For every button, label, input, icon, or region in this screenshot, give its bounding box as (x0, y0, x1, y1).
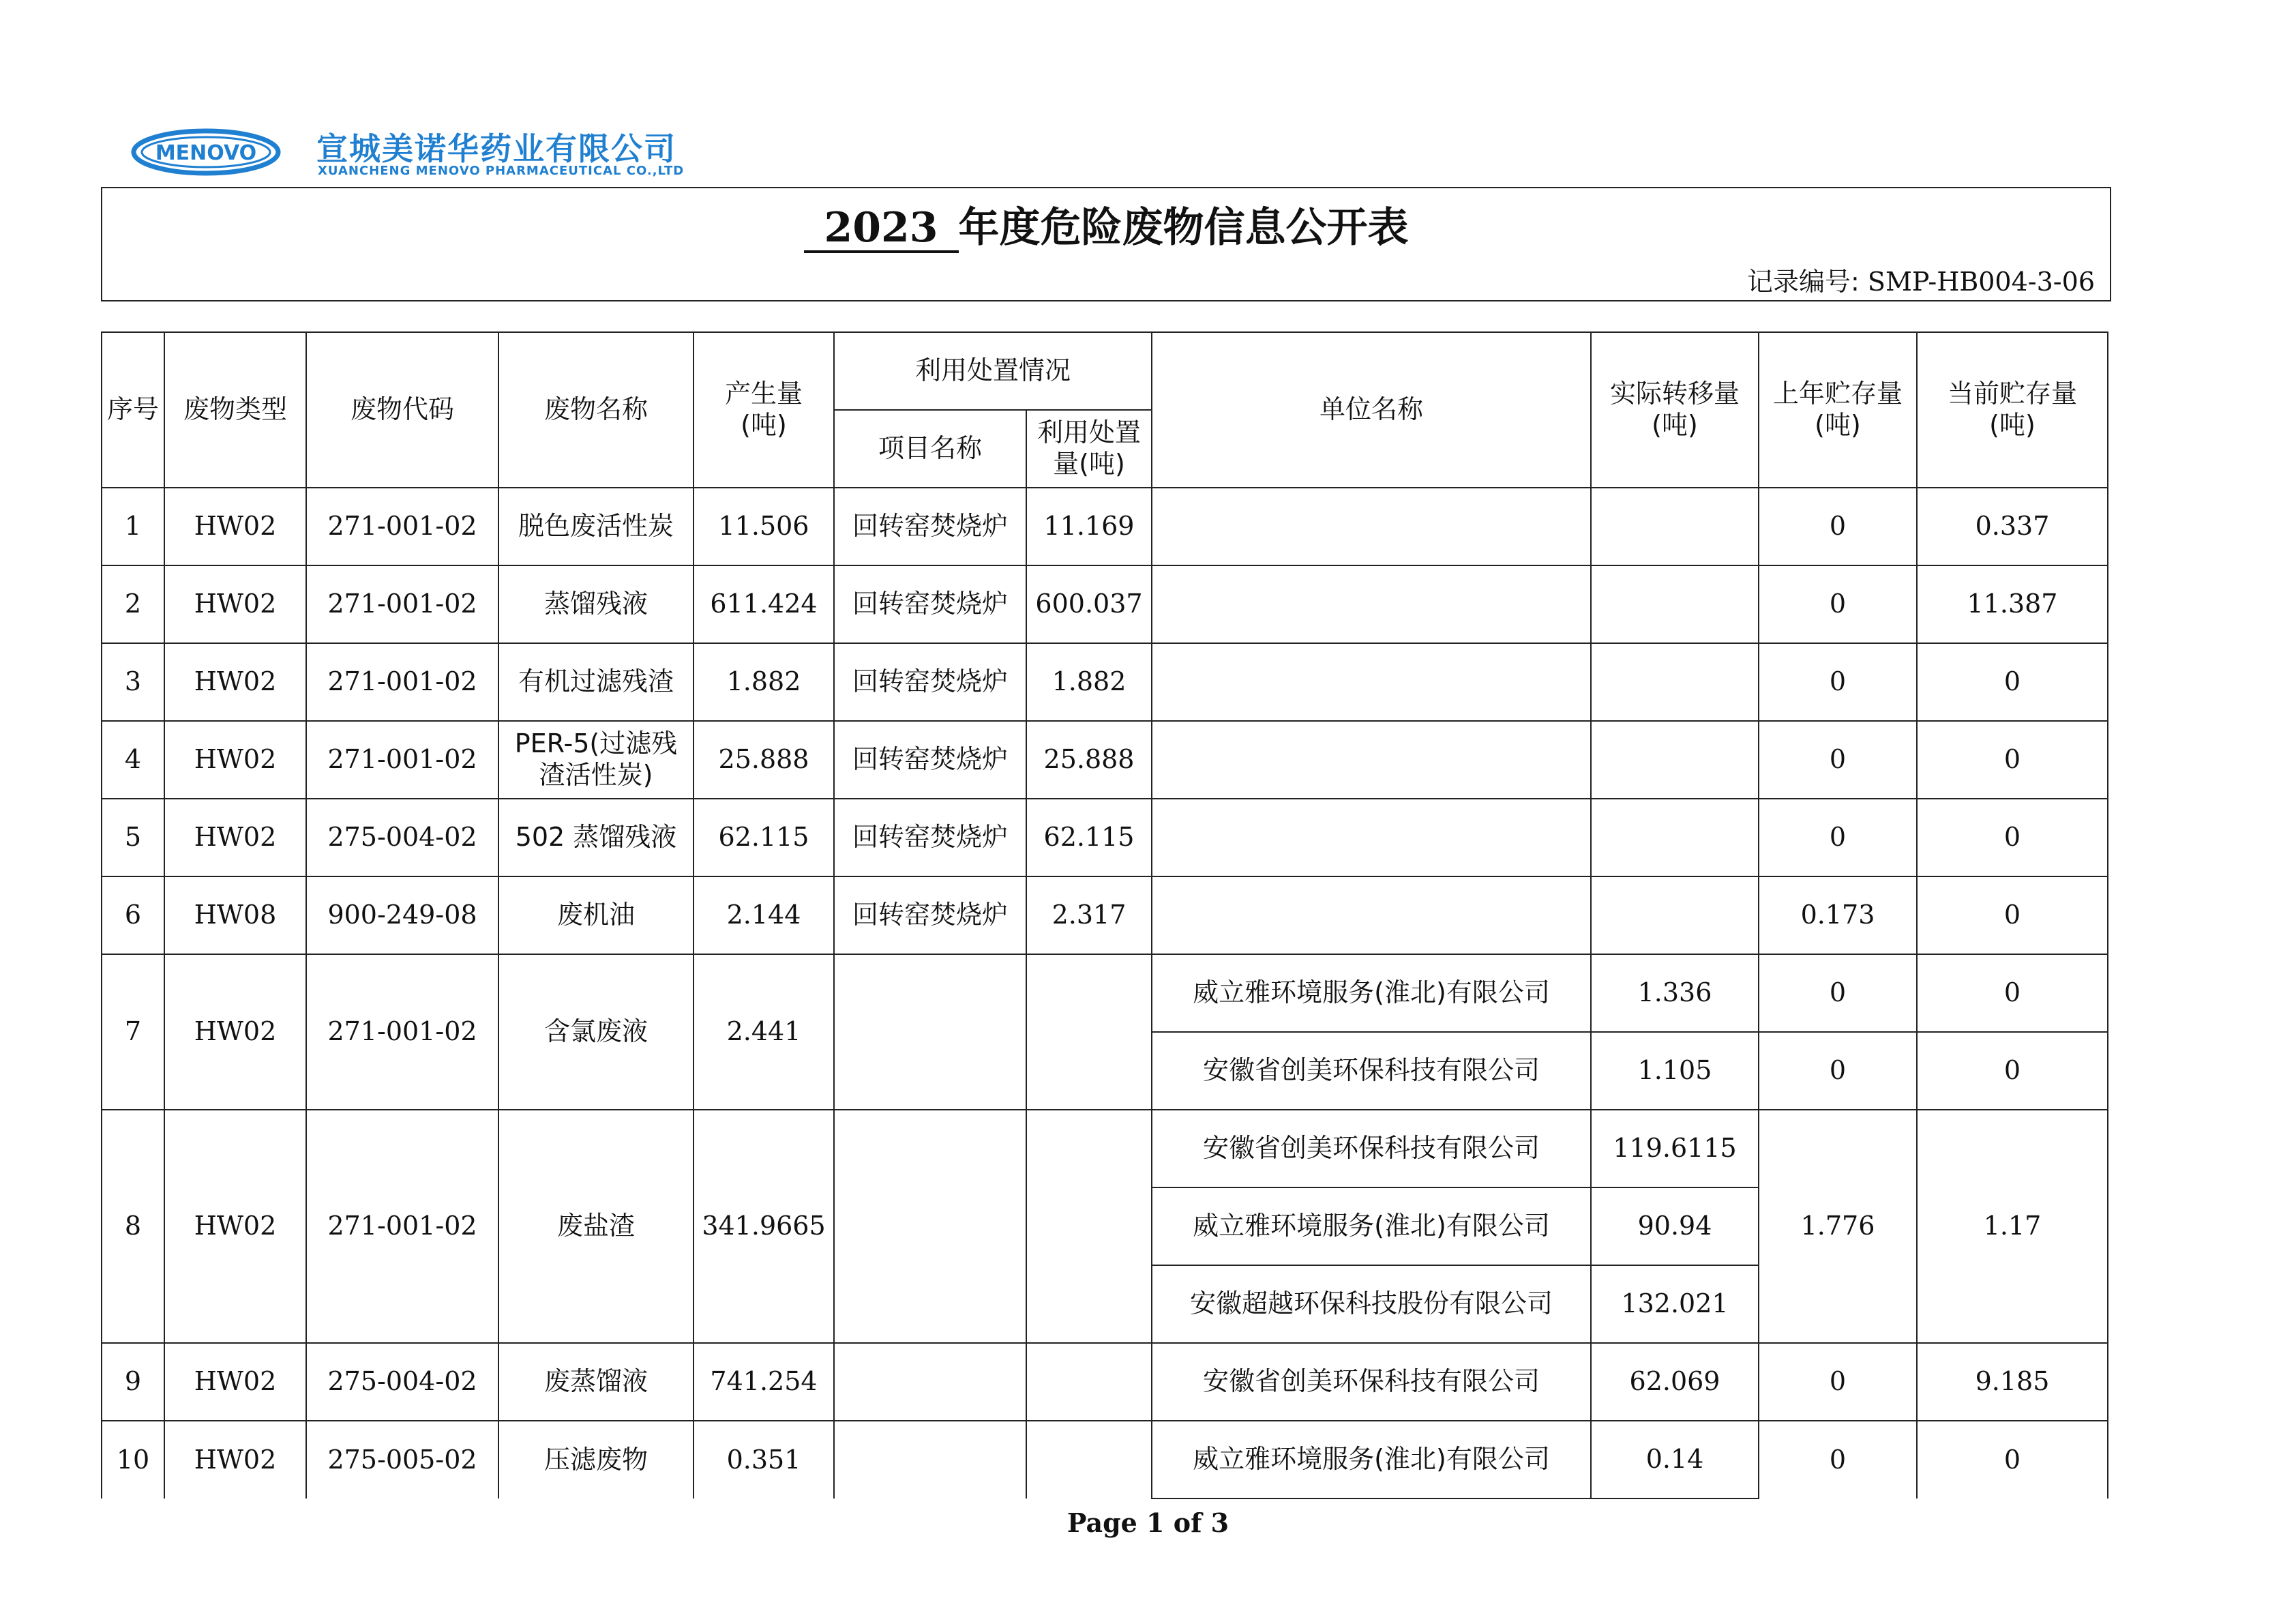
table-cell: 含氯废液 (498, 954, 694, 1110)
table-cell: 回转窑焚烧炉 (834, 488, 1026, 565)
record-label: 记录编号: (1747, 267, 1860, 297)
table-cell: 275-005-02 (306, 1421, 498, 1498)
hazardous-waste-table (101, 331, 2108, 1499)
table-cell (1591, 643, 1759, 721)
table-cell: 0.337 (1917, 488, 2108, 565)
table-cell: 回转窑焚烧炉 (834, 799, 1026, 876)
title-box (101, 187, 2111, 301)
table-cell (1026, 1110, 1152, 1343)
table-cell: 271-001-02 (306, 721, 498, 799)
table-cell: 5 (102, 799, 164, 876)
table-cell: 3 (102, 643, 164, 721)
table-cell (1591, 488, 1759, 565)
table-cell: 回转窑焚烧炉 (834, 721, 1026, 799)
table-cell: 90.94 (1591, 1187, 1759, 1265)
table-cell: HW02 (164, 1421, 306, 1498)
col-disposal-amount: 利用处置 量(吨) (1026, 410, 1152, 488)
table-cell: 1.105 (1591, 1032, 1759, 1110)
record-code: SMP-HB004-3-06 (1867, 267, 2095, 297)
company-logo (131, 124, 711, 181)
table-cell: 脱色废活性炭 (498, 488, 694, 565)
table-cell: 回转窑焚烧炉 (834, 565, 1026, 643)
table-cell: 1.882 (1026, 643, 1152, 721)
table-row (102, 488, 2108, 565)
table-cell: 900-249-08 (306, 876, 498, 954)
table-cell: 9 (102, 1343, 164, 1421)
table-row (102, 1110, 2108, 1187)
page-title (102, 195, 2110, 254)
table-cell: 压滤废物 (498, 1421, 694, 1498)
table-cell: 0 (1759, 1421, 1917, 1498)
table-cell (1591, 876, 1759, 954)
col-current: 当前贮存量 (吨) (1917, 332, 2108, 488)
table-cell: HW02 (164, 565, 306, 643)
table-row (102, 1421, 2108, 1498)
table-row (102, 721, 2108, 799)
table-cell (834, 1421, 1026, 1498)
table-cell: 502 蒸馏残液 (498, 799, 694, 876)
table-cell: 0 (1759, 1343, 1917, 1421)
table-cell: 威立雅环境服务(淮北)有限公司 (1152, 954, 1591, 1032)
table-cell: 119.6115 (1591, 1110, 1759, 1187)
table-cell: 25.888 (694, 721, 834, 799)
table-cell: HW02 (164, 488, 306, 565)
table-row (102, 876, 2108, 954)
page-number: Page 1 of 3 (1067, 1507, 1229, 1538)
table-cell: 废蒸馏液 (498, 1343, 694, 1421)
table-cell: 0 (1917, 721, 2108, 799)
table-cell (1152, 643, 1591, 721)
table-cell: 9.185 (1917, 1343, 2108, 1421)
table-cell (1152, 876, 1591, 954)
table-cell: 2.441 (694, 954, 834, 1110)
table-cell: 0 (1759, 954, 1917, 1032)
table-cell (1591, 721, 1759, 799)
table-cell: 1.17 (1917, 1110, 2108, 1343)
table-cell: 1 (102, 488, 164, 565)
table-cell (1152, 488, 1591, 565)
table-cell (1591, 799, 1759, 876)
table-cell: 0 (1759, 488, 1917, 565)
table-cell: 271-001-02 (306, 954, 498, 1110)
table-cell: 271-001-02 (306, 488, 498, 565)
table-cell: 10 (102, 1421, 164, 1498)
table-cell: 回转窑焚烧炉 (834, 643, 1026, 721)
table-cell: 11.387 (1917, 565, 2108, 643)
table-cell: HW02 (164, 954, 306, 1110)
col-seq: 序号 (102, 332, 164, 488)
table-cell: 0 (1917, 1032, 2108, 1110)
table-cell: HW02 (164, 1110, 306, 1343)
table-cell: 7 (102, 954, 164, 1110)
table-cell: HW02 (164, 1343, 306, 1421)
col-type: 废物类型 (164, 332, 306, 488)
table-cell: 275-004-02 (306, 799, 498, 876)
report-year: 2023 (804, 205, 959, 253)
table-cell: 废机油 (498, 876, 694, 954)
table-cell (834, 1343, 1026, 1421)
table-cell: PER-5(过滤残 渣活性炭) (498, 721, 694, 799)
table-cell: 2.144 (694, 876, 834, 954)
table-cell (1591, 565, 1759, 643)
table-cell: 1.776 (1759, 1110, 1917, 1343)
table-cell: 安徽省创美环保科技有限公司 (1152, 1110, 1591, 1187)
table-cell: 11.506 (694, 488, 834, 565)
table-cell (1026, 954, 1152, 1110)
table-cell: 威立雅环境服务(淮北)有限公司 (1152, 1421, 1591, 1498)
table-cell: 6 (102, 876, 164, 954)
company-name-cn: 宣城美诺华药业有限公司 (316, 130, 676, 167)
table-cell (1152, 721, 1591, 799)
table-cell: HW08 (164, 876, 306, 954)
table-cell: 25.888 (1026, 721, 1152, 799)
menovo-logo-icon (131, 128, 281, 176)
header-row-1 (102, 332, 2108, 410)
company-name-en: XUANCHENG MENOVO PHARMACEUTICAL CO.,LTD (318, 164, 685, 178)
table-cell: 0 (1759, 565, 1917, 643)
table-cell: 0 (1759, 643, 1917, 721)
table-cell (1026, 1343, 1152, 1421)
table-cell (1026, 1421, 1152, 1498)
table-cell: 0 (1759, 799, 1917, 876)
table-cell: 741.254 (694, 1343, 834, 1421)
table-cell: 341.9665 (694, 1110, 834, 1343)
table-row (102, 799, 2108, 876)
col-code: 废物代码 (306, 332, 498, 488)
table-cell: 0 (1917, 1421, 2108, 1498)
table-cell: 0.173 (1759, 876, 1917, 954)
table-cell: 安徽省创美环保科技有限公司 (1152, 1343, 1591, 1421)
col-transfer: 实际转移量 (吨) (1591, 332, 1759, 488)
table-cell: 271-001-02 (306, 565, 498, 643)
table-cell: HW02 (164, 721, 306, 799)
table-cell: 1.336 (1591, 954, 1759, 1032)
table-cell (1152, 565, 1591, 643)
table-cell: 0 (1917, 643, 2108, 721)
table-row (102, 565, 2108, 643)
table-cell (834, 1110, 1026, 1343)
col-produced: 产生量 (吨) (694, 332, 834, 488)
title-text: 年度危险废物信息公开表 (958, 204, 1409, 252)
table-cell: 安徽超越环保科技股份有限公司 (1152, 1265, 1591, 1343)
table-cell: 废盐渣 (498, 1110, 694, 1343)
table-cell: 威立雅环境服务(淮北)有限公司 (1152, 1187, 1591, 1265)
table-cell: 132.021 (1591, 1265, 1759, 1343)
table-row (102, 643, 2108, 721)
table-row (102, 954, 2108, 1032)
table-cell: 8 (102, 1110, 164, 1343)
table-cell: 271-001-02 (306, 643, 498, 721)
table-cell: 0 (1759, 1032, 1917, 1110)
table-cell: 回转窑焚烧炉 (834, 876, 1026, 954)
table-cell: 611.424 (694, 565, 834, 643)
table-cell: HW02 (164, 643, 306, 721)
table-cell: 有机过滤残渣 (498, 643, 694, 721)
table-cell: 0 (1917, 954, 2108, 1032)
table-cell: 600.037 (1026, 565, 1152, 643)
table-cell (1152, 799, 1591, 876)
logo-mark-text: MENOVO (155, 141, 257, 165)
table-cell: 2 (102, 565, 164, 643)
table-cell: 62.115 (694, 799, 834, 876)
table-cell: 0.14 (1591, 1421, 1759, 1498)
table-cell: 271-001-02 (306, 1110, 498, 1343)
table-cell: 2.317 (1026, 876, 1152, 954)
table-cell: 0 (1917, 876, 2108, 954)
table-cell: 蒸馏残液 (498, 565, 694, 643)
table-cell: 0.351 (694, 1421, 834, 1498)
table-cell: 1.882 (694, 643, 834, 721)
table-cell: 安徽省创美环保科技有限公司 (1152, 1032, 1591, 1110)
col-name: 废物名称 (498, 332, 694, 488)
table-cell: HW02 (164, 799, 306, 876)
col-disposal-group: 利用处置情况 (834, 332, 1152, 410)
col-unit-name: 单位名称 (1152, 332, 1591, 488)
record-number (1747, 261, 2095, 298)
col-last-year: 上年贮存量 (吨) (1759, 332, 1917, 488)
table-cell (834, 954, 1026, 1110)
table-row (102, 1343, 2108, 1421)
table-cell: 4 (102, 721, 164, 799)
table-cell: 0 (1917, 799, 2108, 876)
table-cell: 62.069 (1591, 1343, 1759, 1421)
table-cell: 0 (1759, 721, 1917, 799)
table-cell: 275-004-02 (306, 1343, 498, 1421)
table-cell: 11.169 (1026, 488, 1152, 565)
col-project: 项目名称 (834, 410, 1026, 488)
table-cell: 62.115 (1026, 799, 1152, 876)
